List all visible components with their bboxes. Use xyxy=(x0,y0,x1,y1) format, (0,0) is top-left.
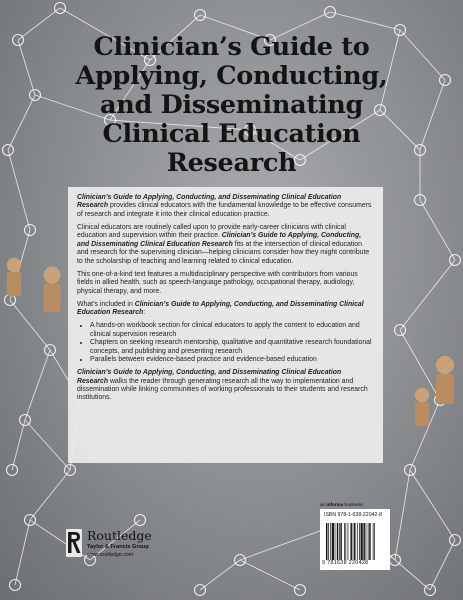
paragraph-closing xyxy=(77,369,374,403)
barcode-bar xyxy=(357,523,358,560)
barcode-bar xyxy=(340,523,341,560)
description-panel xyxy=(68,187,383,463)
barcode-bar xyxy=(366,523,367,560)
paragraph-text: provides clinical educators with the fundamental knowledge to be effective consumers of research and integrate it into their clinical education practice. xyxy=(77,202,372,218)
publisher-url: www.routledge.com xyxy=(87,552,134,558)
barcode-bar xyxy=(328,523,329,560)
barcode-bar xyxy=(354,523,355,560)
barcode-bar xyxy=(337,523,338,560)
informa-brand: informa xyxy=(326,502,344,507)
book-title-inline: Clinician’s Guide to Applying, Conducting, and Disseminating Clinical Education Research xyxy=(77,369,342,385)
publisher-block xyxy=(66,527,216,567)
list-item: • Chapters on seeking research mentorship, qualitative and quantitative research foundational concepts, and publishing and presenting research xyxy=(90,339,374,356)
routledge-logo-icon xyxy=(66,529,82,557)
informa-business-label xyxy=(320,502,363,507)
title-line-2: Applying, Conducting, xyxy=(75,61,388,91)
barcode-bar xyxy=(373,523,374,560)
paragraph-features: This one-of-a-kind text features a multidisciplinary perspective with contributors from various fields in allied health, such as speech-language pathology, occupational therapy, audiology, physical therapy, and more. xyxy=(77,270,358,295)
barcode-digits: 9 781638 220428 xyxy=(322,560,369,566)
included-intro: What’s included in xyxy=(77,300,135,308)
barcode-bars xyxy=(326,523,384,560)
barcode-bar xyxy=(345,523,346,560)
informa-suffix: business xyxy=(343,502,363,507)
barcode-bar xyxy=(374,523,375,560)
barcode-bar xyxy=(335,523,336,560)
book-title-inline: Clinician’s Guide to Applying, Conducting, and Disseminating Clinical Education Research xyxy=(77,300,364,317)
title-line-5: Research xyxy=(166,148,297,178)
wooden-figure-icon xyxy=(7,258,21,296)
network-link xyxy=(430,540,455,590)
barcode-bar xyxy=(350,523,351,560)
book-title-inline: Clinician’s Guide to Applying, Conducting, and Disseminating Clinical Education Research xyxy=(77,194,342,210)
network-link xyxy=(410,470,455,540)
network-link xyxy=(12,420,25,470)
title-line-3: and Disseminating xyxy=(100,90,363,120)
list-item: • A hands-on workbook section for clinical educators to apply the content to education and clinical supervision research xyxy=(90,322,374,339)
publisher-group: Taylor & Francis Group xyxy=(87,544,149,550)
barcode-bar xyxy=(368,523,369,560)
paragraph-text: walks the reader through generating research all the way to implementation and dissemination while linking communities of working professionals to their students and research institutions. xyxy=(77,377,368,402)
paragraph-text: fits at the intersection of clinical education and research for the supervising clinician—helping clinicians consider how they might contribute to the scholarship of teaching and learning related to clinical education. xyxy=(77,240,370,265)
included-colon: : xyxy=(143,309,146,317)
book-title xyxy=(20,33,443,178)
network-link xyxy=(395,560,430,590)
included-heading xyxy=(77,301,374,318)
publisher-name: Routledge xyxy=(87,528,152,543)
network-link xyxy=(25,350,50,420)
included-list xyxy=(77,322,374,364)
network-link xyxy=(240,560,300,590)
wooden-figure-icon xyxy=(436,356,454,404)
barcode-bar xyxy=(344,523,345,560)
isbn-text: ISBN 978-1-638-22042-8 xyxy=(324,512,382,518)
book-title-inline: Clinician’s Guide to Applying, Conducting, and Disseminating Clinical Education Research xyxy=(77,232,362,248)
barcode-bar xyxy=(359,523,360,560)
barcode-bar xyxy=(353,523,354,560)
barcode-bar xyxy=(332,523,334,560)
title-line-1: Clinician’s Guide to xyxy=(93,32,370,62)
barcode-bar xyxy=(363,523,364,560)
wooden-figure-icon xyxy=(43,266,60,312)
barcode-box xyxy=(320,509,390,570)
network-link xyxy=(30,470,70,520)
title-line-4: Clinical Education xyxy=(102,119,361,149)
network-link xyxy=(15,520,30,585)
barcode-bar xyxy=(348,523,349,560)
informa-prefix: an xyxy=(320,502,327,507)
network-link xyxy=(395,470,410,560)
network-link xyxy=(25,420,70,470)
paragraph-text: Clinical educators are routinely called upon to provide early-career clinicians with clinical education and supervision within their practice. xyxy=(77,223,346,240)
barcode-bar xyxy=(339,523,340,560)
paragraph-context xyxy=(77,224,374,266)
barcode-bar xyxy=(330,523,331,560)
paragraph-summary xyxy=(77,194,374,219)
network-link xyxy=(330,12,400,30)
wooden-figure-icon xyxy=(415,388,429,426)
barcode-bar xyxy=(326,523,327,560)
network-link xyxy=(420,200,455,260)
barcode-bar xyxy=(369,523,370,560)
network-link xyxy=(400,260,455,330)
barcode-bar xyxy=(361,523,363,560)
list-item: • Parallels between evidence-based practice and evidence-based education xyxy=(90,356,374,364)
